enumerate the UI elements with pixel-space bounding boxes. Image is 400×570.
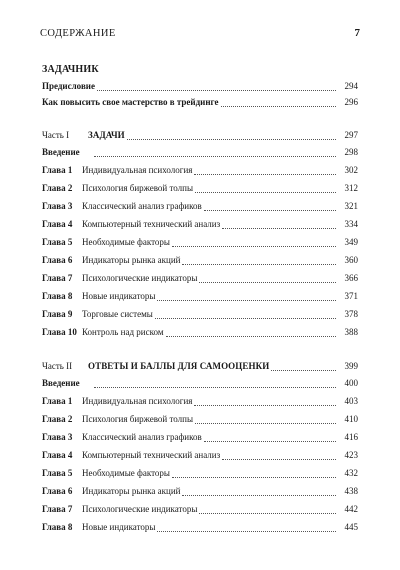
chapter-number: Глава 10	[42, 327, 77, 337]
part-title: ОТВЕТЫ И БАЛЛЫ ДЛЯ САМООЦЕНКИ	[88, 361, 270, 371]
entry-page: 388	[344, 327, 358, 337]
part-title: ЗАДАЧИ	[88, 130, 125, 140]
entry-page: 366	[344, 273, 358, 283]
leader-dots	[204, 202, 336, 211]
entry-page: 403	[344, 396, 358, 406]
entry-page: 423	[344, 450, 358, 460]
chapter-number: Глава 6	[42, 486, 73, 496]
toc-chapter-row	[42, 200, 358, 213]
chapter-number: Глава 5	[42, 468, 73, 478]
toc-chapter-row	[42, 236, 358, 249]
chapter-number: Глава 8	[42, 522, 73, 532]
leader-dots	[194, 166, 336, 175]
chapter-title: Новые индикаторы	[82, 522, 156, 532]
chapter-number: Глава 8	[42, 291, 73, 301]
part-label: Часть II	[42, 361, 73, 371]
chapter-number: Глава 3	[42, 432, 73, 442]
toc-chapter-row	[42, 413, 358, 426]
chapter-title: Необходимые факторы	[82, 237, 170, 247]
toc-part-2	[42, 360, 358, 373]
chapter-number: Глава 6	[42, 255, 73, 265]
intro-label: Введение	[42, 378, 80, 388]
chapter-number: Глава 2	[42, 414, 73, 424]
entry-page: 438	[344, 486, 358, 496]
chapter-title: Психология биржевой толпы	[82, 183, 194, 193]
chapter-number: Глава 7	[42, 504, 73, 514]
entry-page: 312	[344, 183, 358, 193]
leader-dots	[221, 98, 336, 107]
leader-dots	[195, 415, 336, 424]
leader-dots	[182, 256, 336, 265]
running-head	[40, 26, 360, 40]
toc-entry-mastery	[42, 96, 358, 109]
chapter-number: Глава 4	[42, 450, 73, 460]
page-number: 7	[354, 27, 360, 39]
toc-chapter-row	[42, 503, 358, 516]
toc-chapter-row	[42, 218, 358, 231]
running-title: СОДЕРЖАНИЕ	[40, 27, 116, 39]
toc-chapter-row	[42, 164, 358, 177]
leader-dots	[172, 469, 336, 478]
leader-dots	[204, 433, 336, 442]
chapter-title: Компьютерный технический анализ	[82, 219, 221, 229]
toc-chapter-row	[42, 467, 358, 480]
leader-dots	[172, 238, 336, 247]
entry-page: 298	[344, 147, 358, 157]
entry-page: 432	[344, 468, 358, 478]
toc-chapter-row	[42, 272, 358, 285]
entry-page: 294	[344, 81, 358, 91]
part-label: Часть I	[42, 130, 70, 140]
toc-chapter-row	[42, 326, 358, 339]
entry-page: 400	[344, 378, 358, 388]
entry-page: 297	[344, 130, 358, 140]
chapter-number: Глава 1	[42, 396, 73, 406]
leader-dots	[157, 523, 336, 532]
leader-dots	[222, 451, 336, 460]
entry-page: 445	[344, 522, 358, 532]
leader-dots	[166, 328, 336, 337]
toc-entry-preface	[42, 80, 358, 93]
leader-dots	[94, 148, 336, 157]
leader-dots	[271, 362, 336, 371]
entry-page: 360	[344, 255, 358, 265]
leader-dots	[94, 379, 336, 388]
chapter-title: Психологические индикаторы	[82, 273, 198, 283]
chapter-number: Глава 9	[42, 309, 73, 319]
leader-dots	[182, 487, 336, 496]
leader-dots	[199, 274, 336, 283]
entry-page: 416	[344, 432, 358, 442]
entry-page: 321	[344, 201, 358, 211]
intro-label: Введение	[42, 147, 80, 157]
leader-dots	[194, 397, 336, 406]
toc-chapter-row	[42, 431, 358, 444]
chapter-number: Глава 5	[42, 237, 73, 247]
entry-page: 371	[344, 291, 358, 301]
chapter-title: Психологические индикаторы	[82, 504, 198, 514]
toc-chapter-row	[42, 395, 358, 408]
toc-part-1-intro	[42, 146, 358, 159]
entry-page: 296	[344, 97, 358, 107]
leader-dots	[155, 310, 336, 319]
leader-dots	[195, 184, 336, 193]
chapter-number: Глава 1	[42, 165, 73, 175]
chapter-title: Компьютерный технический анализ	[82, 450, 221, 460]
chapter-title: Новые индикаторы	[82, 291, 156, 301]
toc-chapter-row	[42, 182, 358, 195]
entry-page: 349	[344, 237, 358, 247]
chapter-title: Психология биржевой толпы	[82, 414, 194, 424]
chapter-title: Необходимые факторы	[82, 468, 170, 478]
toc-chapter-row	[42, 308, 358, 321]
chapter-title: Классический анализ графиков	[82, 432, 202, 442]
chapter-number: Глава 4	[42, 219, 73, 229]
entry-page: 334	[344, 219, 358, 229]
entry-page: 302	[344, 165, 358, 175]
chapter-title: Индикаторы рынка акций	[82, 486, 181, 496]
toc-part-1	[42, 129, 358, 142]
toc-chapter-row	[42, 449, 358, 462]
entry-page: 442	[344, 504, 358, 514]
entry-title: Предисловие	[42, 81, 95, 91]
leader-dots	[127, 131, 336, 140]
chapter-number: Глава 3	[42, 201, 73, 211]
toc-part-2-intro	[42, 377, 358, 390]
leader-dots	[222, 220, 336, 229]
section-heading: ЗАДАЧНИК	[42, 64, 99, 75]
chapter-number: Глава 2	[42, 183, 73, 193]
chapter-title: Контроль над риском	[82, 327, 164, 337]
toc-chapter-row	[42, 485, 358, 498]
leader-dots	[97, 82, 336, 91]
toc-chapter-row	[42, 290, 358, 303]
toc-chapter-row	[42, 521, 358, 534]
chapter-title: Торговые системы	[82, 309, 153, 319]
entry-title: Как повысить свое мастерство в трейдинге	[42, 97, 219, 107]
chapter-number: Глава 7	[42, 273, 73, 283]
leader-dots	[199, 505, 336, 514]
entry-page: 410	[344, 414, 358, 424]
chapter-title: Индикаторы рынка акций	[82, 255, 181, 265]
toc-chapter-row	[42, 254, 358, 267]
leader-dots	[157, 292, 336, 301]
entry-page: 378	[344, 309, 358, 319]
chapter-title: Индивидуальная психология	[82, 396, 193, 406]
chapter-title: Индивидуальная психология	[82, 165, 193, 175]
chapter-title: Классический анализ графиков	[82, 201, 202, 211]
entry-page: 399	[344, 361, 358, 371]
